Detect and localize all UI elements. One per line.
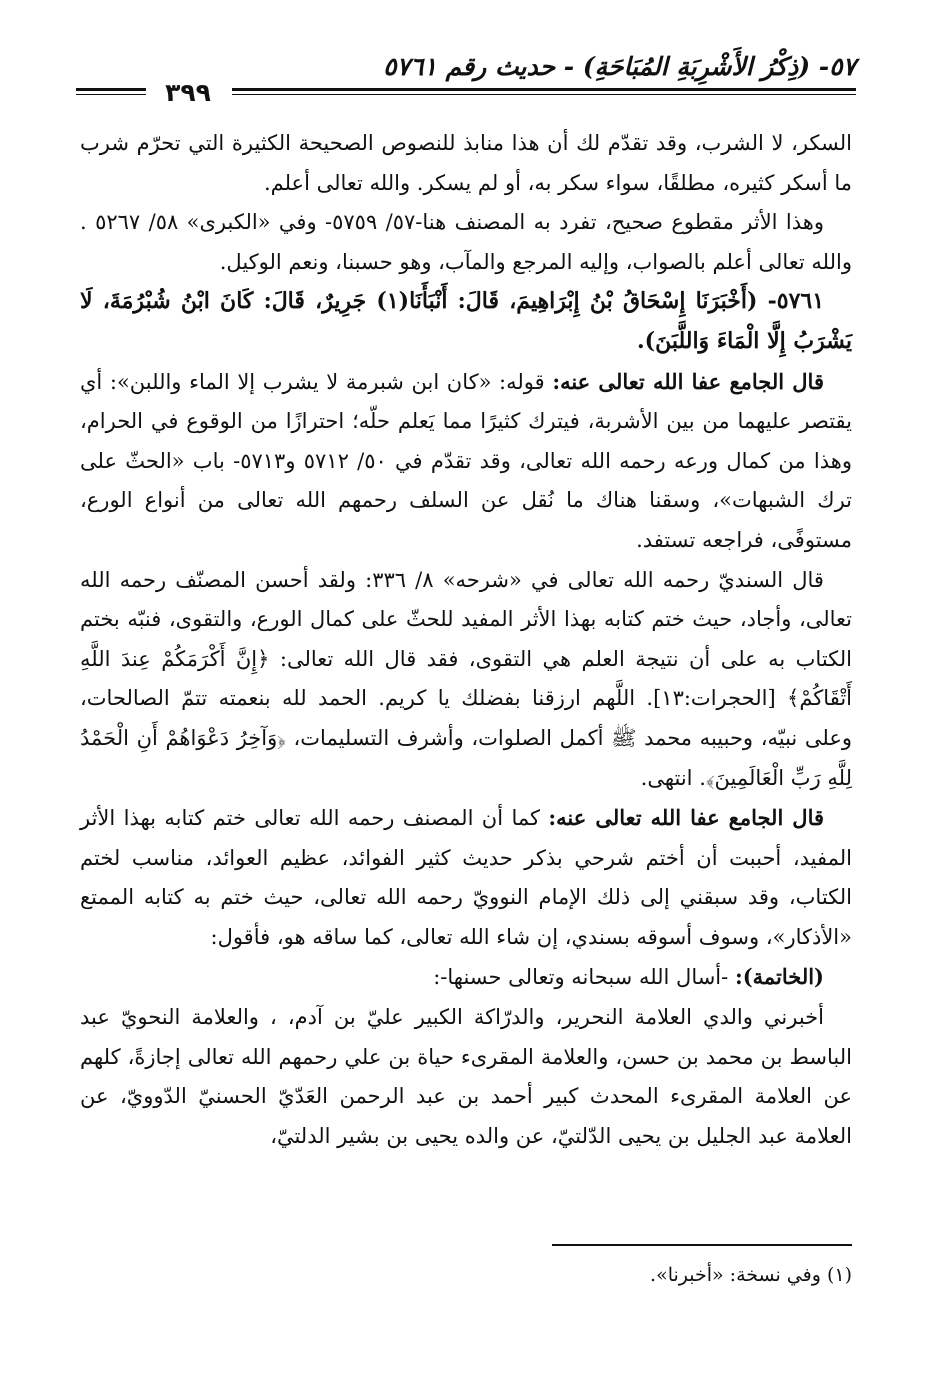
page-number-rule: [76, 88, 146, 95]
paragraph-isnad: أخبرني والدي العلامة النحرير، والدرّاكة الكبير عليّ بن آدم، ، والعلامة النحويّ عبد الباسط بن محمد بن حسن، والعلامة المقرىء حياة بن علي رحمهم الله تعالى إجازةً، كلهم عن العلامة المقرىء المحدث كبير أحمد بن عبد الرحمن العَدّيّ الحسنيّ الدّوويّ، عن العلامة عبد الجليل بن يحيى الدّلتيّ، عن والده يحيى بن بشير الدلتيّ،: [80, 1005, 852, 1148]
commentary-label-2: قال الجامع عفا الله تعالى عنه:: [548, 805, 825, 831]
khatima-text: -أسال الله سبحانه وتعالى حسنها-:: [433, 965, 729, 990]
paragraph-commentary: [80, 362, 852, 561]
header-rule: [232, 88, 856, 95]
commentary-text-2: كما أن المصنف رحمه الله تعالى ختم كتابه بهذا الأثر المفيد، أحببت أن أختم شرحي بذكر حديث كثير الفوائد، عظيم العوائد، مناسب لختم الكتاب، وقد سبقني إلى ذلك الإمام النوويّ رحمه الله تعالى، حيث ختم به كتابه الممتع «الأذكار»، وسوف أسوقه بسندي، إن شاء الله تعالى، كما ساقه هو، فأقول:: [80, 806, 852, 949]
paragraph-takhrij: وهذا الأثر مقطوع صحيح، تفرد به المصنف هنا-٥٧/ ٥٧٥٩- وفي «الكبرى» ٥٨/ ٥٢٦٧ . والله تعالى أعلم بالصواب، وإليه المرجع والمآب، وهو حسبنا، ونعم الوكيل.: [80, 210, 852, 274]
footnote-rule: [552, 1244, 852, 1246]
hadith-text: ٥٧٦١- (أَخْبَرَنَا إِسْحَاقُ بْنُ إِبْرَاهِيمَ، قَالَ: أَنْبَأَنَا(١) جَرِيرٌ، قَالَ: كَانَ ابْنُ شُبْرُمَةَ، لَا يَشْرَبُ إِلَّا الْمَاءَ وَاللَّبَنَ).: [80, 288, 852, 354]
paragraph-commentary-2: [80, 798, 852, 957]
paragraph-continuation: السكر، لا الشرب، وقد تقدّم لك أن هذا منابذ للنصوص الصحيحة الكثيرة التي تحرّم شرب ما أسكر كثيره، مطلقًا، سواء سكر به، أو لم يسكر. والله تعالى أعلم.: [80, 131, 852, 195]
paragraph-khatima: [80, 957, 852, 998]
main-text: [80, 124, 852, 1156]
page-number: ٣٩٩: [165, 78, 211, 107]
khatima-label: (الخاتمة):: [734, 964, 824, 990]
commentary-text: قوله: «كان ابن شبرمة لا يشرب إلا الماء واللبن»: أي يقتصر عليهما من بين الأشربة، فيترك كثيرًا مما يَعلم حلّه؛ احترازًا من الوقوع في الحرام، وهذا من كمال ورعه رحمه الله تعالى، وقد تقدّم في ٥٠/ ٥٧١٢ و٥٧١٣- باب «الحثّ على ترك الشبهات»، وسقنا هناك ما نُقل عن السلف رحمهم الله تعالى من أنواع الورع، مستوفًى، فراجعه تستفد.: [80, 369, 852, 552]
paragraph-sindi-quote: قال السنديّ رحمه الله تعالى في «شرحه» ٨/ ٣٣٦: ولقد أحسن المصنّف رحمه الله تعالى، وأجاد، حيث ختم كتابه بهذا الأثر المفيد للحثّ على كمال الورع، والتقوى، فنبّه بختم الكتاب به على أن نتيجة العلم هي التقوى، فقد قال الله تعالى: ﴿إِنَّ أَكْرَمَكُمْ عِندَ اللَّهِ أَتْقَاكُمْ﴾ [الحجرات:١٣]. اللَّهم ارزقنا بفضلك يا كريم. الحمد لله بنعمته تتمّ الصالحات، وعلى نبيّه، وحبيبه محمد ﷺ أكمل الصلوات، وأشرف التسليمات، ﴿وَآخِرُ دَعْوَاهُمْ أَنِ الْحَمْدُ لِلَّهِ رَبِّ الْعَالَمِينَ﴾. انتهى.: [80, 567, 852, 790]
running-header-title: ٥٧- (ذِكْرُ الأَشْرِبَةِ المُبَاحَةِ) - حديث رقم ٥٧٦١: [383, 52, 856, 81]
commentary-label: قال الجامع عفا الله تعالى عنه:: [552, 368, 824, 394]
footnote: (١) وفي نسخة: «أخبرنا».: [650, 1264, 852, 1286]
